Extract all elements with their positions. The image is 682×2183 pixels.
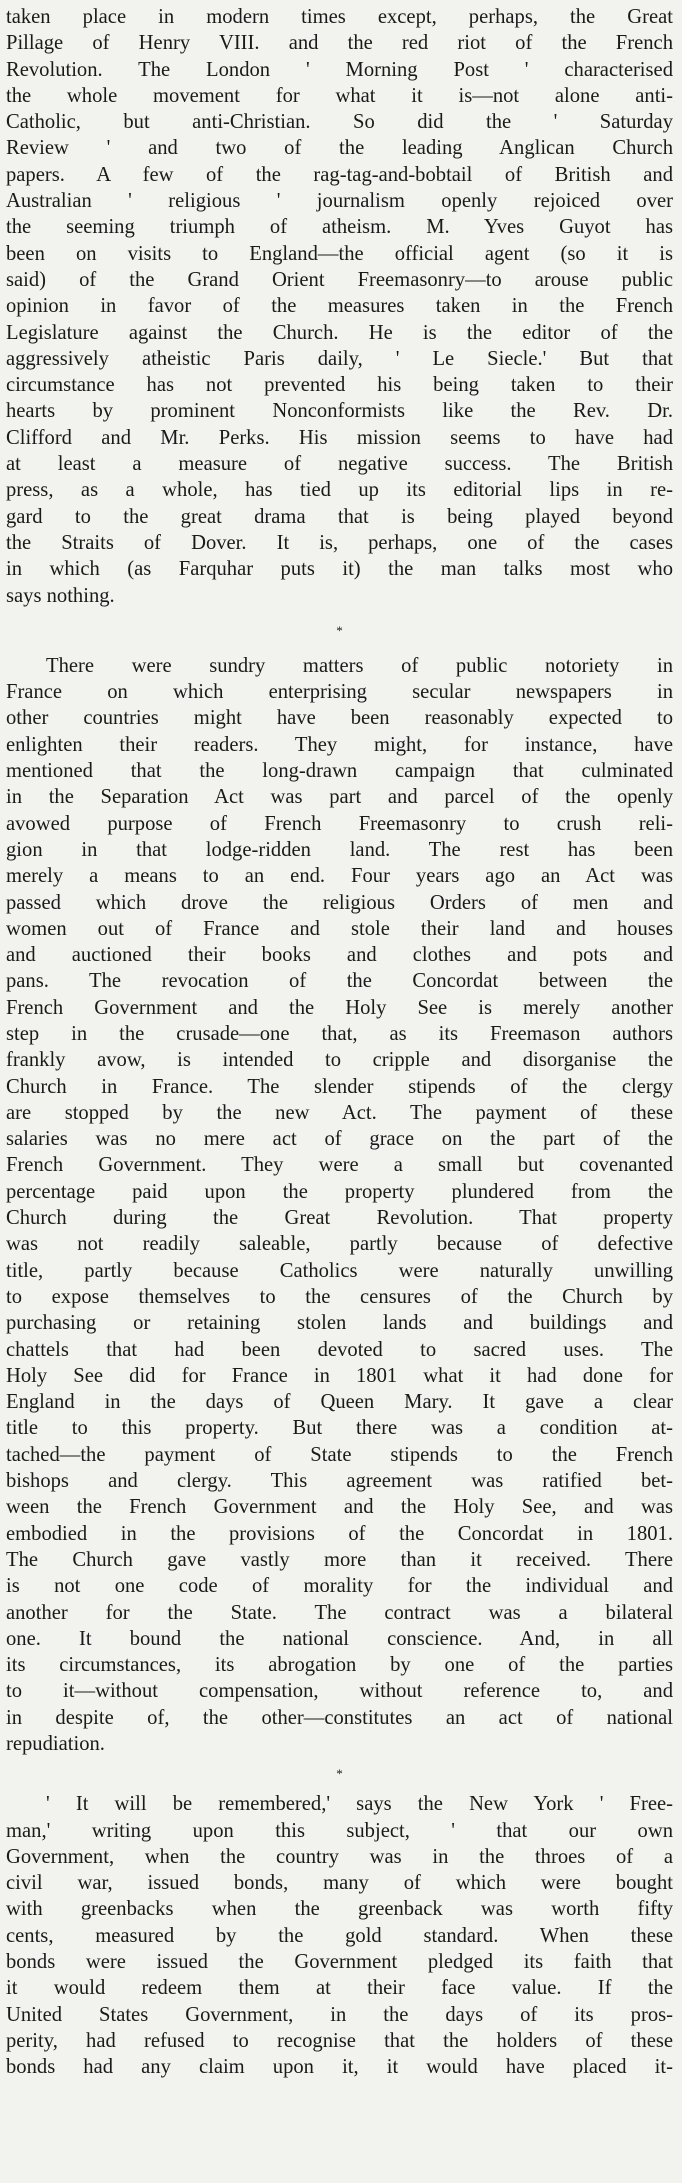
text-line: bonds were issued the Government pledged its faith that — [6, 1951, 673, 1974]
text-line: Legislature against the Church. He is the editor of the — [6, 321, 673, 344]
text-line: in despite of, the other—constitutes an act of national — [6, 1706, 673, 1729]
text-line: chattels that had been devoted to sacred uses. The — [6, 1338, 673, 1361]
text-line: France on which enterprising secular newspapers in — [6, 681, 673, 704]
text-line: civil war, issued bonds, many of which were bought — [6, 1872, 673, 1895]
text-line: mentioned that the long-drawn campaign that culminated — [6, 760, 673, 783]
text-line: title, partly because Catholics were naturally unwilling — [6, 1259, 673, 1282]
text-line: salaries was no mere act of grace on the part of the — [6, 1128, 673, 1151]
text-line: bonds had any claim upon it, it would have placed it- — [6, 2056, 673, 2079]
text-line: to expose themselves to the censures of the Church by — [6, 1285, 673, 1308]
text-line: Government, when the country was in the throes of a — [6, 1845, 673, 1868]
text-line: the seeming triumph of atheism. M. Yves Guyot has — [6, 216, 673, 239]
text-line: its circumstances, its abrogation by one of the parties — [6, 1654, 673, 1677]
text-line: enlighten their readers. They might, for instance, have — [6, 733, 673, 756]
paragraph-3 — [6, 1791, 673, 2080]
text-line: tached—the payment of State stipends to the French — [6, 1443, 673, 1466]
text-line: Catholic, but anti-Christian. So did the ' Saturday — [6, 111, 673, 134]
text-line: at least a measure of negative success. The British — [6, 453, 673, 476]
text-line: ' It will be remembered,' says the New York ' Free- — [46, 1793, 673, 1816]
text-line: in the Separation Act was part and parcel of the openly — [6, 786, 673, 809]
text-line: Holy See did for France in 1801 what it had done for — [6, 1364, 673, 1387]
text-line: women out of France and stole their land and houses — [6, 917, 673, 940]
text-line: Revolution. The London ' Morning Post ' characterised — [6, 58, 673, 81]
text-line: purchasing or retaining stolen lands and buildings and — [6, 1312, 673, 1335]
text-line: bishops and clergy. This agreement was ratified bet- — [6, 1470, 673, 1493]
text-line: aggressively atheistic Paris daily, ' Le Siecle.' But that — [6, 347, 673, 370]
text-line: and auctioned their books and clothes and pots and — [6, 944, 673, 967]
section-divider-star: * — [336, 622, 343, 638]
text-line: says nothing. — [6, 584, 115, 607]
text-line: the Straits of Dover. It is, perhaps, one of the cases — [6, 531, 673, 554]
text-line: The Church gave vastly more than it received. There — [6, 1548, 673, 1571]
text-line: Clifford and Mr. Perks. His mission seems to have had — [6, 426, 673, 449]
text-line: another for the State. The contract was a bilateral — [6, 1601, 673, 1624]
text-line: are stopped by the new Act. The payment of these — [6, 1101, 673, 1124]
text-line: Church during the Great Revolution. That property — [6, 1207, 673, 1230]
text-line: cents, measured by the gold standard. When these — [6, 1924, 673, 1947]
text-line: been on visits to England—the official agent (so it is — [6, 242, 673, 265]
text-line: percentage paid upon the property plundered from the — [6, 1180, 673, 1203]
paragraph-2 — [6, 653, 673, 1757]
text-line: embodied in the provisions of the Concordat in 1801. — [6, 1522, 673, 1545]
text-line: hearts by prominent Nonconformists like the Rev. Dr. — [6, 400, 673, 423]
text-line: to it—without compensation, without reference to, and — [6, 1680, 673, 1703]
text-line: ween the French Government and the Holy See, and was — [6, 1496, 673, 1519]
text-line: England in the days of Queen Mary. It gave a clear — [6, 1391, 673, 1414]
text-line: Church in France. The slender stipends of the clergy — [6, 1075, 673, 1098]
text-line: other countries might have been reasonably expected to — [6, 707, 673, 730]
text-line: the whole movement for what it is—not alone anti- — [6, 84, 673, 107]
text-line: repudiation. — [6, 1733, 105, 1755]
text-line: Australian ' religious ' journalism openly rejoiced over — [6, 190, 673, 213]
text-line: passed which drove the religious Orders of men and — [6, 891, 673, 914]
text-line: opinion in favor of the measures taken in the French — [6, 295, 673, 318]
text-line: in which (as Farquhar puts it) the man talks most who — [6, 558, 673, 581]
text-line: title to this property. But there was a condition at- — [6, 1417, 673, 1440]
text-line: said) of the Grand Orient Freemasonry—to arouse public — [6, 268, 673, 291]
section-divider-star: * — [336, 1766, 343, 1782]
text-line: French Government. They were a small but covenanted — [6, 1154, 673, 1177]
text-line: gard to the great drama that is being played beyond — [6, 505, 673, 528]
text-line: was not readily saleable, partly because of defective — [6, 1233, 673, 1256]
text-line: circumstance has not prevented his being taken to their — [6, 374, 673, 397]
text-line: There were sundry matters of public notoriety in — [46, 654, 673, 677]
paragraph-1 — [6, 4, 673, 609]
text-line: United States Government, in the days of its pros- — [6, 2003, 673, 2026]
text-line: perity, had refused to recognise that the holders of these — [6, 2029, 673, 2052]
text-line: French Government and the Holy See is merely another — [6, 996, 673, 1019]
text-line: step in the crusade—one that, as its Freemason authors — [6, 1022, 673, 1045]
text-line: is not one code of morality for the individual and — [6, 1575, 673, 1598]
text-line: avowed purpose of French Freemasonry to crush reli- — [6, 812, 673, 835]
text-line: one. It bound the national conscience. And, in all — [6, 1627, 673, 1650]
text-line: it would redeem them at their face value. If the — [6, 1977, 673, 2000]
text-line: press, as a whole, has tied up its editorial lips in re- — [6, 479, 673, 502]
text-line: man,' writing upon this subject, ' that our own — [6, 1819, 673, 1842]
text-line: merely a means to an end. Four years ago an Act was — [6, 865, 673, 888]
text-line: taken place in modern times except, perhaps, the Great — [6, 6, 673, 28]
text-line: gion in that lodge-ridden land. The rest has been — [6, 838, 673, 861]
text-line: Review ' and two of the leading Anglican Church — [6, 137, 673, 160]
text-line: frankly avow, is intended to cripple and disorganise the — [6, 1049, 673, 1072]
text-line: papers. A few of the rag-tag-and-bobtail of British and — [6, 163, 673, 186]
text-line: with greenbacks when the greenback was worth fifty — [6, 1898, 673, 1921]
text-line: Pillage of Henry VIII. and the red riot of the French — [6, 32, 673, 55]
text-line: pans. The revocation of the Concordat between the — [6, 970, 673, 993]
